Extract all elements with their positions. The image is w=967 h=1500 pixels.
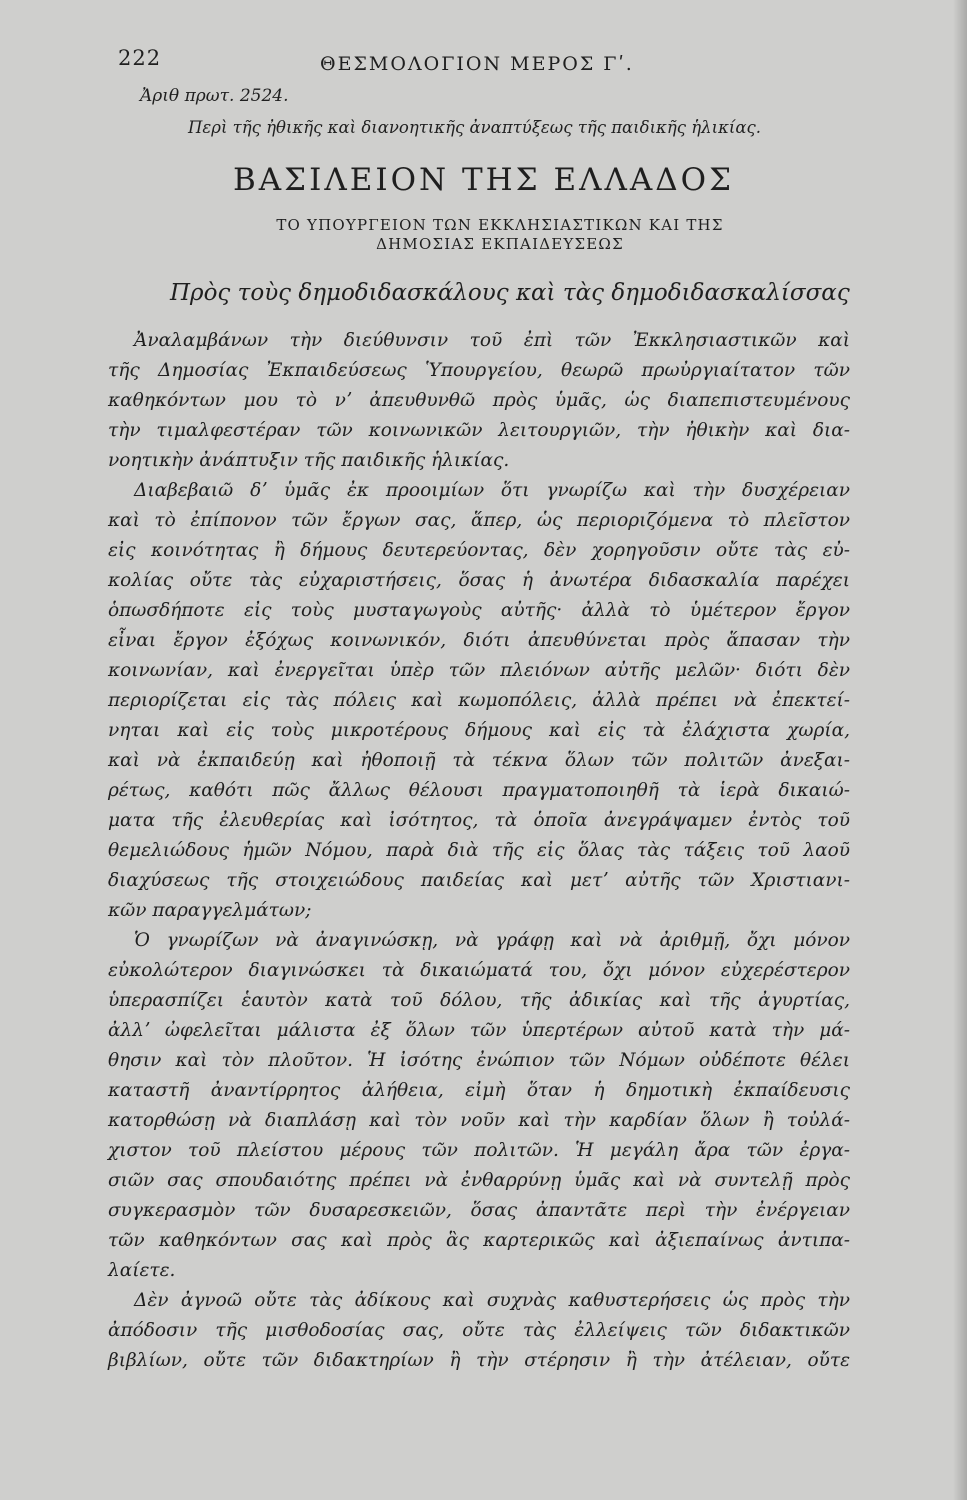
- body-line: καταστῆ ἀναντίρρητος ἀλήθεια, εἰμὴ ὅταν ἡ δημοτικὴ ἐκπαίδευσις: [108, 1080, 850, 1101]
- body-line: Ὁ γνωρίζων νὰ ἀναγινώσκῃ, νὰ γράφῃ καὶ νὰ ἀριθμῇ, ὄχι μόνον: [134, 930, 850, 951]
- body-line: εἰς κοινότητας ἢ δήμους δευτερεύοντας, δὲν χορηγοῦσιν οὔτε τὰς εὐ-: [108, 540, 850, 561]
- body-line: Δὲν ἀγνοῶ οὔτε τὰς ἀδίκους καὶ συχνὰς καθυστερήσεις ὡς πρὸς τὴν: [134, 1290, 850, 1311]
- body-line: χιστον τοῦ πλείστου μέρους τῶν πολιτῶν. Ἡ μεγάλη ἄρα τῶν ἐργα-: [108, 1140, 850, 1161]
- body-line: κοινωνίαν, καὶ ἐνεργεῖται ὑπὲρ τῶν πλειόνων αὐτῆς μελῶν· διότι δὲν: [108, 660, 850, 681]
- page-edge-shadow: [953, 0, 967, 1500]
- body-line: εἶναι ἔργον ἐξόχως κοινωνικόν, διότι ἀπευθύνεται πρὸς ἅπασαν τὴν: [108, 630, 850, 651]
- body-line: Ἀναλαμβάνων τὴν διεύθυνσιν τοῦ ἐπὶ τῶν Ἐκκλησιαστικῶν καὶ: [134, 330, 850, 351]
- body-line: Διαβεβαιῶ δʼ ὑμᾶς ἐκ προοιμίων ὅτι γνωρίζω καὶ τὴν δυσχέρειαν: [134, 480, 850, 501]
- body-line: ρέτως, καθότι πῶς ἄλλως θέλουσι πραγματοποιηθῆ τὰ ἱερὰ δικαιώ-: [108, 780, 850, 801]
- body-line: ματα τῆς ἐλευθερίας καὶ ἰσότητος, τὰ ὁποῖα ἀνεγράψαμεν ἐντὸς τοῦ: [108, 810, 850, 831]
- body-line: περιορίζεται εἰς τὰς πόλεις καὶ κωμοπόλεις, ἀλλὰ πρέπει νὰ ἐπεκτεί-: [108, 690, 850, 711]
- salutation: Πρὸς τοὺς δημοδιδασκάλους καὶ τὰς δημοδιδασκαλίσσας: [170, 280, 850, 306]
- body-line: τῶν καθηκόντων σας καὶ πρὸς ἃς καρτερικῶς καὶ ἀξιεπαίνως ἀντιπα-: [108, 1230, 850, 1251]
- ministry-heading-line: ΤΟ ΥΠΟΥΡΓΕΙΟΝ ΤΩΝ ΕΚΚΛΗΣΙΑΣΤΙΚΩΝ ΚΑΙ ΤΗΣ: [276, 216, 724, 234]
- ministry-heading: [120, 216, 880, 254]
- ministry-heading-line: ΔΗΜΟΣΙΑΣ ΕΚΠΑΙΔΕΥΣΕΩΣ: [376, 235, 624, 253]
- body-line: συγκερασμὸν τῶν δυσαρεσκειῶν, ὅσας ἀπαντᾶτε περὶ τὴν ἐνέργειαν: [108, 1200, 850, 1221]
- body-line: ἀπόδοσιν τῆς μισθοδοσίας σας, οὔτε τὰς ἐλλείψεις τῶν διδακτικῶν: [108, 1320, 850, 1341]
- body-line: καὶ νὰ ἐκπαιδεύῃ καὶ ἠθοποιῇ τὰ τέκνα ὅλων τῶν πολιτῶν ἀνεξαι-: [108, 750, 850, 771]
- body-line: καθηκόντων μου τὸ νʼ ἀπευθυνθῶ πρὸς ὑμᾶς, ὡς διαπεπιστευμένους: [108, 390, 850, 411]
- body-line: θησιν καὶ τὸν πλοῦτον. Ἡ ἰσότης ἐνώπιον τῶν Νόμων οὐδέποτε θέλει: [108, 1050, 850, 1071]
- kingdom-heading: ΒΑΣΙΛΕΙΟΝ ΤΗΣ ΕΛΛΑΔΟΣ: [233, 162, 734, 198]
- document-subject: Περὶ τῆς ἠθικῆς καὶ διανοητικῆς ἀναπτύξεως τῆς παιδικῆς ἡλικίας.: [188, 118, 761, 137]
- body-line: ὑπερασπίζει ἑαυτὸν κατὰ τοῦ δόλου, τῆς ἀδικίας καὶ τῆς ἀγυρτίας,: [108, 990, 850, 1011]
- body-line: κατορθώσῃ νὰ διαπλάσῃ καὶ τὸν νοῦν καὶ τὴν καρδίαν ὅλων ἢ τοὐλά-: [108, 1110, 850, 1131]
- body-line: λαίετε.: [108, 1260, 176, 1281]
- body-line: τὴν τιμαλφεστέραν τῶν κοινωνικῶν λειτουργιῶν, τὴν ἠθικὴν καὶ δια-: [108, 420, 850, 441]
- body-line: θεμελιώδους ἡμῶν Νόμου, παρὰ διὰ τῆς εἰς ὅλας τὰς τάξεις τοῦ λαοῦ: [108, 840, 850, 861]
- protocol-reference: Ἀριθ πρωτ. 2524.: [140, 86, 289, 106]
- body-line: εὐκολώτερον διαγινώσκει τὰ δικαιώματά του, ὄχι μόνον εὐχερέστερον: [108, 960, 850, 981]
- body-line: τῆς Δημοσίας Ἐκπαιδεύσεως Ὑπουργείου, θεωρῶ πρωὐργιαίτατον τῶν: [108, 360, 850, 381]
- running-title: ΘΕΣΜΟΛΟΓΙΟΝ ΜΕΡΟΣ Γʹ.: [320, 53, 634, 75]
- body-line: κῶν παραγγελμάτων;: [108, 900, 312, 921]
- body-line: ἀλλʼ ὠφελεῖται μάλιστα ἐξ ὅλων τῶν ὑπερτέρων αὐτοῦ κατὰ τὴν μά-: [108, 1020, 850, 1041]
- body-line: σιῶν σας σπουδαιότης πρέπει νὰ ἐνθαρρύνῃ ὑμᾶς καὶ νὰ συντελῇ πρὸς: [108, 1170, 850, 1191]
- body-line: νοητικὴν ἀνάπτυξιν τῆς παιδικῆς ἡλικίας.: [108, 450, 510, 471]
- body-line: καὶ τὸ ἐπίπονον τῶν ἔργων σας, ἅπερ, ὡς περιοριζόμενα τὸ πλεῖστον: [108, 510, 850, 531]
- page-number: 222: [118, 46, 162, 70]
- body-line: βιβλίων, οὔτε τῶν διδακτηρίων ἢ τὴν στέρησιν ἢ τὴν ἀτέλειαν, οὔτε: [108, 1350, 850, 1371]
- letter-body: [108, 326, 850, 1376]
- body-line: διαχύσεως τῆς στοιχειώδους παιδείας καὶ μετʼ αὐτῆς τῶν Χριστιανι-: [108, 870, 850, 891]
- body-line: ὁπωσδήποτε εἰς τοὺς μυσταγωγοὺς αὐτῆς· ἀλλὰ τὸ ὑμέτερον ἔργον: [108, 600, 850, 621]
- body-line: νηται καὶ εἰς τοὺς μικροτέρους δήμους καὶ εἰς τὰ ἐλάχιστα χωρία,: [108, 720, 850, 741]
- body-line: κολίας οὔτε τὰς εὐχαριστήσεις, ὅσας ἡ ἀνωτέρα διδασκαλία παρέχει: [108, 570, 850, 591]
